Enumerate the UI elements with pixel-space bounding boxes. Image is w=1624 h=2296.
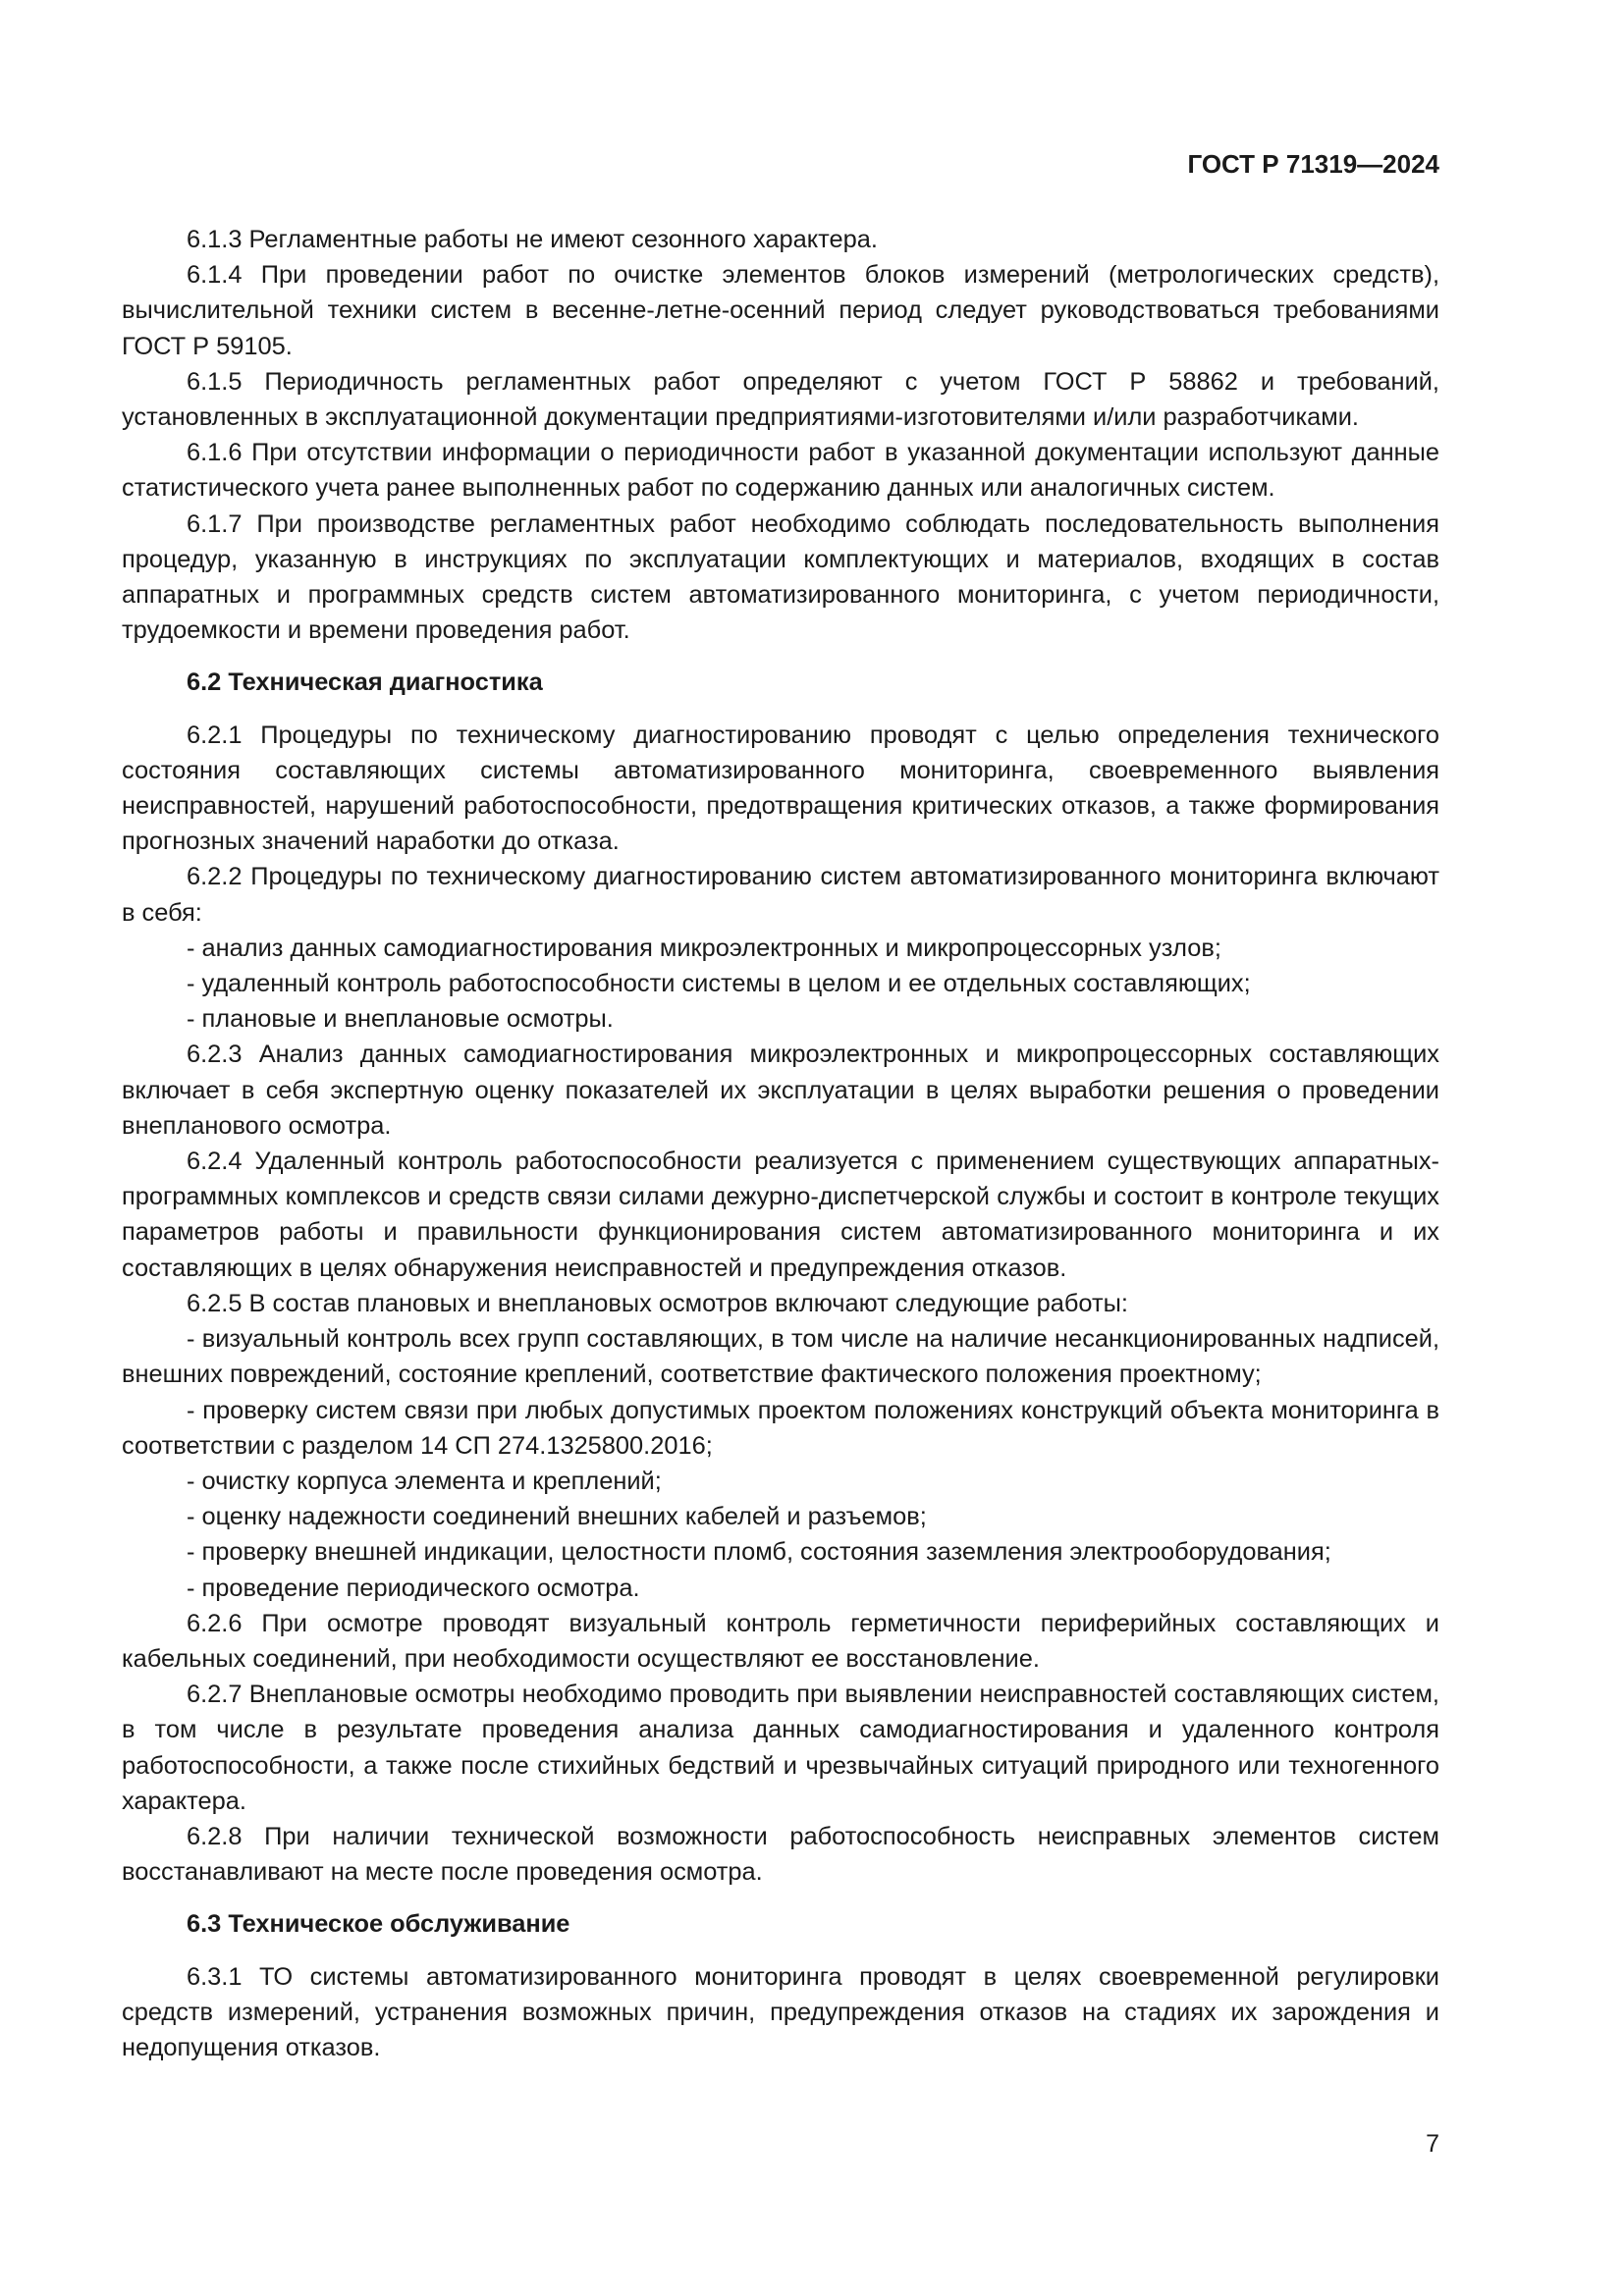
page-number: 7 — [1426, 2130, 1439, 2158]
paragraph-6-1-3: 6.1.3 Регламентные работы не имеют сезонного характера. — [187, 226, 878, 253]
list-item-6-2-5-6: - проведение периодического осмотра. — [187, 1574, 640, 1602]
list-item-6-2-2-2: - удаленный контроль работоспособности системы в целом и ее отдельных составляющих; — [187, 970, 1251, 998]
paragraph-6-2-2: 6.2.2 Процедуры по техническому диагностированию систем автоматизированного мониторинга включают в себя: — [122, 863, 1439, 927]
paragraph-6-1-5: 6.1.5 Периодичность регламентных работ определяют с учетом ГОСТ Р 58862 и требований, установленных в эксплуатационной документации предприятиями-изготовителями и/или разработчиками. — [122, 367, 1439, 432]
paragraph-6-2-5: 6.2.5 В состав плановых и внеплановых осмотров включают следующие работы: — [187, 1289, 1128, 1317]
paragraph-6-2-4: 6.2.4 Удаленный контроль работоспособности реализуется с применением существующих аппаратных-программных комплексов и средств связи силами дежурно-диспетчерской службы и состоит в контроле текущих параметров работы и правильности функционирования систем автоматизированного мониторинга и их составляющих в целях обнаружения неисправностей и предупреждения отказов. — [122, 1148, 1439, 1282]
paragraph-6-2-3: 6.2.3 Анализ данных самодиагностирования микроэлектронных и микропроцессорных составляющих включает в себя экспертную оценку показателей их эксплуатации в целях выработки решения о проведении внепланового осмотра. — [122, 1041, 1439, 1140]
paragraph-6-2-1: 6.2.1 Процедуры по техническому диагностированию проводят с целью определения технического состояния составляющих системы автоматизированного мониторинга, своевременного выявления неисправностей, нарушений работоспособности, предотвращения критических отказов, а также формирования прогнозных значений наработки до отказа. — [122, 721, 1439, 856]
paragraph-6-1-4: 6.1.4 При проведении работ по очистке элементов блоков измерений (метрологических средств), вычислительной техники систем в весенне-летне-осенний период следует руководствоваться требованиями ГОСТ Р 59105. — [122, 261, 1439, 360]
list-item-6-2-2-1: - анализ данных самодиагностирования микроэлектронных и микропроцессорных узлов; — [187, 934, 1221, 962]
section-heading-6-3: 6.3 Техническое обслуживание — [187, 1910, 570, 1939]
paragraph-6-2-8: 6.2.8 При наличии технической возможности работоспособность неисправных элементов систем восстанавливают на месте после проведения осмотра. — [122, 1822, 1439, 1887]
paragraph-6-2-6: 6.2.6 При осмотре проводят визуальный контроль герметичности периферийных составляющих и кабельных соединений, при необходимости осуществляют ее восстановление. — [122, 1609, 1439, 1673]
list-item-6-2-5-1: - визуальный контроль всех групп составляющих, в том числе на наличие несанкционированных надписей, внешних повреждений, состояние креплений, соответствие фактического положения проектному; — [122, 1325, 1439, 1389]
section-heading-6-2: 6.2 Техническая диагностика — [187, 668, 543, 697]
list-item-6-2-5-2: - проверку систем связи при любых допустимых проектом положениях конструкций объекта мониторинга в соответствии с разделом 14 СП 274.1325800.2016; — [122, 1396, 1439, 1460]
document-body — [122, 222, 1439, 2065]
paragraph-6-1-6: 6.1.6 При отсутствии информации о периодичности работ в указанной документации используют данные статистического учета ранее выполненных работ по содержанию данных или аналогичных систем. — [122, 439, 1439, 503]
paragraph-6-3-1: 6.3.1 ТО системы автоматизированного мониторинга проводят в целях своевременной регулировки средств измерений, устранения возможных причин, предупреждения отказов на стадиях их зарождения и недопущения отказов. — [122, 1962, 1439, 2061]
list-item-6-2-5-5: - проверку внешней индикации, целостности пломб, состояния заземления электрооборудования; — [187, 1538, 1331, 1567]
paragraph-6-2-7: 6.2.7 Внеплановые осмотры необходимо проводить при выявлении неисправностей составляющих систем, в том числе в результате проведения анализа данных самодиагностирования и удаленного контроля работоспособности, а также после стихийных бедствий и чрезвычайных ситуаций природного или техногенного характера. — [122, 1681, 1439, 1815]
paragraph-6-1-7: 6.1.7 При производстве регламентных работ необходимо соблюдать последовательность выполнения процедур, указанную в инструкциях по эксплуатации комплектующих и материалов, входящих в состав аппаратных и программных средств систем автоматизированного мониторинга, с учетом периодичности, трудоемкости и времени проведения работ. — [122, 509, 1439, 645]
list-item-6-2-5-4: - оценку надежности соединений внешних кабелей и разъемов; — [187, 1503, 927, 1531]
list-item-6-2-2-3: - плановые и внеплановые осмотры. — [187, 1005, 614, 1034]
list-item-6-2-5-3: - очистку корпуса элемента и креплений; — [187, 1467, 662, 1495]
document-header: ГОСТ Р 71319—2024 — [1187, 149, 1439, 179]
